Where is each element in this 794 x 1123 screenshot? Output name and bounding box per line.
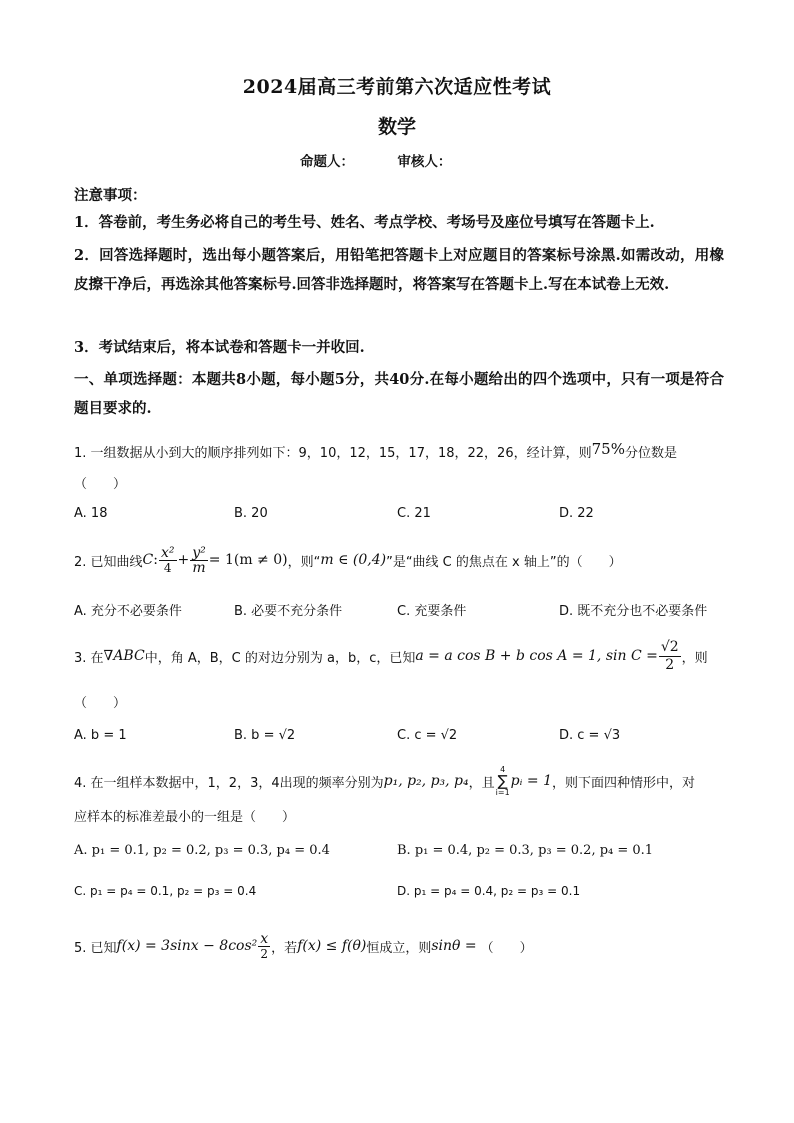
q4-option-b[interactable]: B. p₁ = 0.4, p₂ = 0.3, p₃ = 0.2, p₄ = 0.1	[397, 843, 654, 858]
q1-option-d[interactable]: D. 22	[559, 506, 594, 521]
notice-heading: 注意事项：	[74, 187, 147, 204]
q4-option-d[interactable]: D. p₁ = p₄ = 0.4, p₂ = p₃ = 0.1	[397, 884, 581, 898]
q2-frac-x: $\frac{\text{x²}}{4}$	[160, 544, 175, 575]
question-1-paren: （ ）	[74, 477, 127, 492]
q1-option-c[interactable]: C. 21	[397, 506, 431, 521]
q3-option-a[interactable]: A. b = 1	[74, 728, 127, 743]
reviewer-label: 审核人：	[397, 154, 452, 170]
q4-option-a[interactable]: A. p₁ = 0.1, p₂ = 0.2, p₃ = 0.3, p₄ = 0.4	[74, 843, 330, 858]
q2-option-b[interactable]: B. 必要不充分条件	[234, 604, 343, 619]
question-4-stem-cont: 应样本的标准差最小的一组是（ ）	[74, 810, 296, 825]
notice-item-2: 2．回答选择题时，选出每小题答案后，用铅笔把答题卡上对应题目的答案标号涂黑.如需改动，用橡皮擦干净后，再选涂其他答案标号.回答非选择题时，将答案写在答题卡上.写在本试卷上无效.	[74, 247, 724, 293]
section-heading: 一、单项选择题：本题共8小题，每小题5分，共40分.在每小题给出的四个选项中，只有一项是符合题目要求的.	[74, 371, 724, 417]
subject-title: 数学	[377, 116, 416, 138]
question-4-stem: 4. 在一组样本数据中，1，2，3，4出现的频率分别为 p₁, p₂, p₃, p₄ ，且 4 ∑ i=1 pᵢ = 1 ，则下面四种情形中，对	[74, 764, 695, 797]
exam-title: 2024届高三考前第六次适应性考试	[242, 76, 552, 98]
q3-option-d[interactable]: D. c = √3	[559, 728, 621, 743]
question-2-stem: 2. 已知曲线 C : $\frac{\text{x²}}{4}$ + $\frac{\text{y²}}{m}$ = 1(m ≠ 0) ，则“ m ∈ (0,4) ”是“曲线 C 的焦点在 x 轴上”的（ ）	[74, 544, 622, 576]
q2-option-a[interactable]: A. 充分不必要条件	[74, 604, 182, 619]
question-3-stem: 3. 在 ∇ABC 中，角 A，B，C 的对边分别为 a，b，c，已知 a = a cos B + b cos A = 1, sin C = $\frac{√2}{2}$ ，则	[74, 638, 708, 673]
q4-summation: 4 ∑ i=1	[495, 764, 510, 797]
q1-percent: 75%	[591, 440, 625, 458]
question-3-paren: （ ）	[74, 696, 127, 711]
question-1-stem: 1. 一组数据从小到大的顺序排列如下：9，10，12，15，17，18，22，26，经计算，则75%分位数是	[74, 440, 677, 461]
question-5-stem: 5. 已知 f(x) = 3sinx − 8cos² $\frac{x}{2}$ ，若 f(x) ≤ f(θ) 恒成立，则 sinθ = （ ）	[74, 930, 533, 961]
proposer-label: 命题人：	[300, 154, 354, 170]
q1-option-b[interactable]: B. 20	[234, 506, 268, 521]
q1-option-a[interactable]: A. 18	[74, 506, 108, 521]
q4-option-c[interactable]: C. p₁ = p₄ = 0.1, p₂ = p₃ = 0.4	[74, 884, 257, 898]
q2-option-c[interactable]: C. 充要条件	[397, 604, 467, 619]
q3-option-c[interactable]: C. c = √2	[397, 728, 458, 743]
q2-frac-y: $\frac{\text{y²}}{m}$	[192, 544, 206, 576]
notice-item-1: 1．答卷前，考生务必将自己的考生号、姓名、考点学校、考场号及座位号填写在答题卡上.	[74, 214, 655, 231]
q3-frac-sqrt2: $\frac{√2}{2}$	[660, 638, 679, 673]
q5-frac-x2: $\frac{x}{2}$	[260, 930, 269, 961]
q2-option-d[interactable]: D. 既不充分也不必要条件	[559, 604, 708, 619]
authors-line	[300, 150, 451, 170]
q3-option-b[interactable]: B. b = √2	[234, 728, 296, 743]
notice-item-3: 3．考试结束后，将本试卷和答题卡一并收回.	[74, 339, 365, 356]
